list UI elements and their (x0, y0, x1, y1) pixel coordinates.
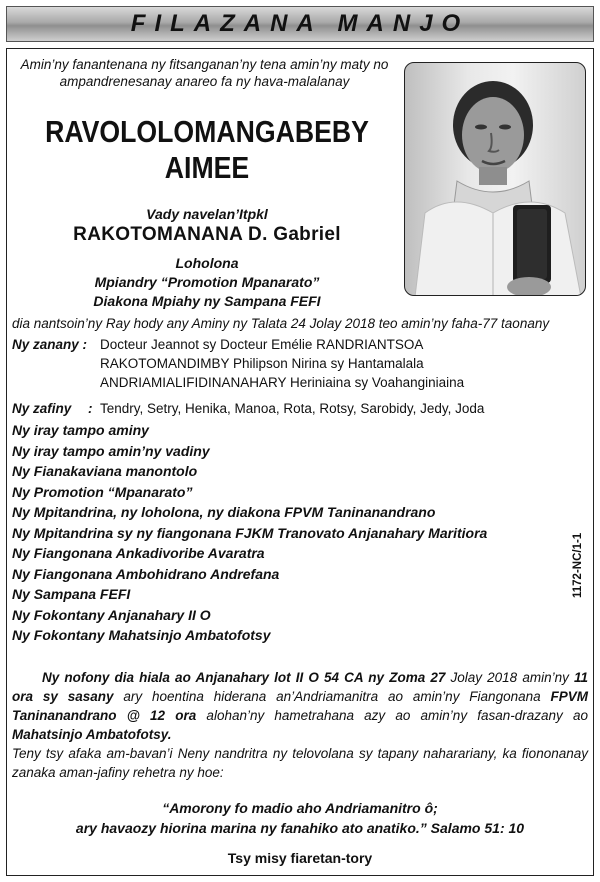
mourner-group: Ny Fianakaviana manontolo (12, 463, 198, 479)
mourner-group: Ny iray tampo amin’ny vadiny (12, 442, 210, 459)
reference-code: 1172-NC/1-1 (572, 532, 584, 598)
funeral-paragraph (12, 668, 588, 744)
notice-header (6, 6, 594, 42)
grandchildren-label: Ny zafiny (12, 401, 72, 416)
mourner-group: Ny Fokontany Mahatsinjo Ambatofotsy (12, 627, 271, 643)
mourner-group: Ny Mpitandrina sy ny fiangonana FJKM Tranovato Anjanahary Maritiora (12, 524, 488, 541)
children-line: ANDRIAMIALIFIDINANAHARY Heriniaina sy Voahanginiaina (100, 375, 465, 390)
grandchildren-colon: : (88, 401, 93, 416)
notice-title: FILAZANA MANJO (130, 10, 470, 37)
death-notice: dia nantsoin’ny Ray hody any Aminy ny Talata 24 Jolay 2018 teo amin’ny faha-77 taonany (12, 316, 550, 331)
deceased-name-line: RAVOLOLOMANGABEBY (45, 114, 369, 149)
quote-line: “Amorony fo madio aho Andriamanitro ô; (162, 800, 438, 816)
widow-title: Mpiandry “Promotion Mpanarato” (94, 274, 320, 290)
closing-note: Tsy misy fiaretan-tory (227, 850, 373, 866)
widow-name: RAKOTOMANANA D. Gabriel (73, 224, 341, 245)
intro-text (12, 56, 397, 90)
funeral-text-bold: Mahatsinjo Ambatofotsy. (12, 727, 172, 742)
grandchildren-names: Tendry, Setry, Henika, Manoa, Rota, Rotsy, Sarobidy, Jedy, Joda (100, 401, 485, 416)
mourner-group: Ny Fiangonana Ambohidrano Andrefana (12, 565, 280, 582)
children-line: Docteur Jeannot sy Docteur Emélie RANDRIANTSOA (100, 337, 424, 352)
children-list (12, 335, 464, 392)
funeral-text-bold: 11 ora sy sasany (12, 670, 588, 704)
deceased-portrait-photo (404, 62, 586, 296)
children-label: Ny zanany : (12, 337, 88, 352)
mourner-group: Ny iray tampo aminy (12, 422, 149, 438)
funeral-details (12, 668, 588, 782)
funeral-text-bold: FPVM Taninanandrano @ 12 ora (12, 689, 588, 723)
intro-line: ampandrenesanay anareo fa ny hava-malalanay (59, 74, 350, 89)
last-words-paragraph: Teny tsy afaka am-bavan’i Neny nandritra ny telovolana sy tapany naharariany, ka fiononanay zanaka aman-jafiny rehetra ny hoe: (12, 746, 588, 780)
funeral-text: alohan’ny hametrahana azy ao amin’ny fasan-drazany ao (196, 708, 588, 723)
mourner-group: Ny Fiangonana Ankadivoribe Avaratra (12, 545, 265, 561)
mourner-group: Ny Sampana FEFI (12, 586, 131, 602)
widow-relation: Vady navelan’Itpkl (146, 206, 268, 222)
funeral-text: ary hoentina hiderana an’Andriamanitra ao amin’ny Fiangonana (113, 689, 551, 704)
widow-title: Loholona (175, 255, 239, 271)
mourner-group: Ny Fokontany Anjanahary II O (12, 606, 211, 623)
children-line: RAKOTOMANDIMBY Philipson Nirina sy Hantamalala (100, 356, 424, 371)
deceased-name-line: AIMEE (164, 150, 250, 185)
mourners-list (12, 420, 487, 646)
mourner-group: Ny Promotion “Mpanarato” (12, 483, 193, 500)
widow-title: Diakona Mpiahy ny Sampana FEFI (93, 293, 321, 309)
grandchildren-list (12, 399, 484, 418)
intro-line: Amin’ny fanantenana ny fitsanganan’ny tena amin’ny maty no (20, 57, 389, 72)
funeral-text-bold: Ny nofony dia hiala ao Anjanahary lot II O 54 CA ny Zoma 27 (42, 670, 446, 685)
portrait-image (405, 63, 586, 296)
widow-titles (12, 254, 402, 311)
scripture-quote (12, 798, 588, 838)
mourner-group: Ny Mpitandrina, ny loholona, ny diakona FPVM Taninanandrano (12, 504, 436, 520)
deceased-name (39, 114, 374, 186)
quote-line: ary havaozy hiorina marina ny fanahiko ato anatiko.” Salamo 51: 10 (75, 820, 525, 836)
funeral-text: Jolay 2018 amin’ny (445, 670, 574, 685)
